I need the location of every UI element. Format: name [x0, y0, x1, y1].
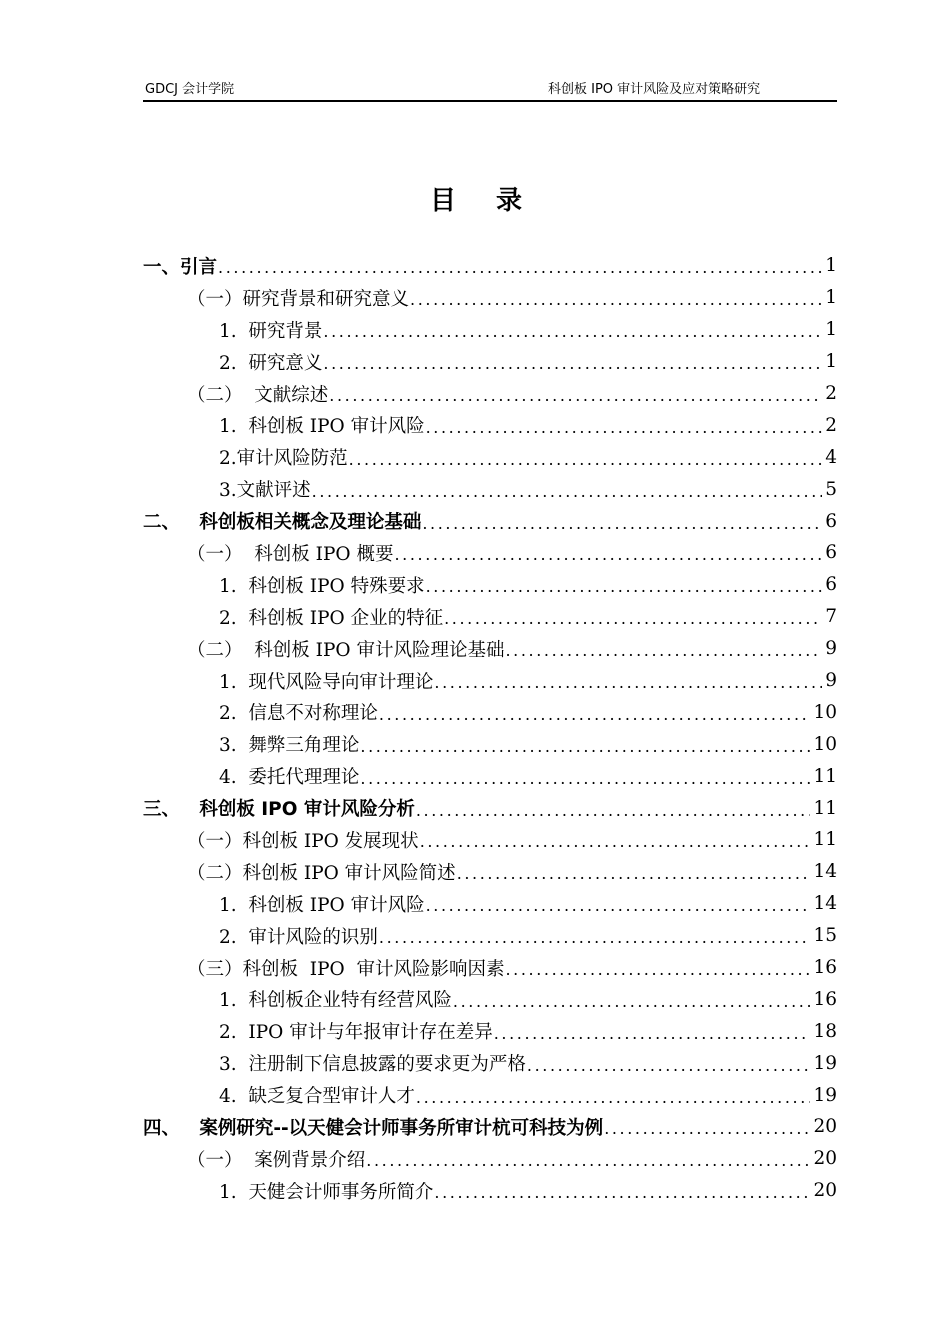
toc-dot-leader — [494, 1024, 811, 1043]
toc-dot-leader — [416, 801, 811, 820]
toc-entry-title: （二）科创板 IPO 审计风险简述 — [187, 862, 456, 884]
toc-dot-leader — [505, 641, 822, 660]
toc-entry[interactable] — [143, 1079, 837, 1111]
toc-page-number: 6 — [825, 510, 837, 532]
toc-dot-leader — [453, 992, 811, 1011]
toc-dot-leader — [410, 290, 822, 309]
toc-dot-leader — [434, 1183, 810, 1202]
toc-entry[interactable] — [143, 824, 837, 856]
toc-dot-leader — [329, 386, 822, 405]
toc-entry-title: 1. 现代风险导向审计理论 — [219, 671, 434, 693]
toc-entry[interactable] — [143, 250, 837, 282]
toc-page-number: 16 — [813, 957, 837, 979]
toc-page-number: 15 — [813, 925, 837, 947]
toc-entry-title: 2.审计风险防范 — [219, 448, 348, 470]
toc-entry[interactable] — [143, 1143, 837, 1175]
toc-page-number: 10 — [813, 733, 837, 755]
toc-entry[interactable] — [143, 537, 837, 569]
toc-page-number: 5 — [825, 478, 837, 500]
toc-entry-title: 1. 科创板 IPO 审计风险 — [219, 416, 425, 438]
toc-dot-leader — [366, 1151, 810, 1170]
header-right-text: 科创板 IPO 审计风险及应对策略研究 — [548, 82, 761, 97]
toc-entry-title: 二、 科创板相关概念及理论基础 — [143, 512, 422, 534]
toc-dot-leader — [505, 960, 810, 979]
toc-entry[interactable] — [143, 633, 837, 665]
toc-entry-title: 2. 审计风险的识别 — [219, 926, 378, 948]
toc-page-number: 20 — [813, 1180, 837, 1202]
table-of-contents — [143, 250, 837, 1207]
toc-entry-title: （一）科创板 IPO 发展现状 — [187, 830, 419, 852]
toc-entry[interactable] — [143, 792, 837, 824]
toc-dot-leader — [420, 832, 811, 851]
header-rule — [143, 100, 837, 102]
toc-entry-title: 1. 科创板 IPO 特殊要求 — [219, 575, 425, 597]
toc-page-number: 2 — [825, 414, 837, 436]
toc-page-number: 1 — [825, 255, 837, 277]
toc-entry[interactable] — [143, 696, 837, 728]
toc-dot-leader — [426, 577, 823, 596]
toc-page-number: 19 — [813, 1052, 837, 1074]
toc-entry[interactable] — [143, 1047, 837, 1079]
toc-entry[interactable] — [143, 282, 837, 314]
toc-page-number: 10 — [813, 701, 837, 723]
toc-dot-leader — [360, 769, 810, 788]
toc-entry-title: （一）研究背景和研究意义 — [187, 288, 410, 310]
toc-entry-title: （一） 科创板 IPO 概要 — [187, 543, 394, 565]
toc-page-number: 1 — [825, 287, 837, 309]
toc-page-number: 4 — [825, 446, 837, 468]
toc-entry-title: 四、 案例研究--以天健会计师事务所审计杭可科技为例 — [143, 1117, 604, 1139]
toc-entry-title: 1. 科创板企业特有经营风险 — [219, 990, 452, 1012]
toc-entry[interactable] — [143, 1111, 837, 1143]
toc-entry-title: 3. 注册制下信息披露的要求更为严格 — [219, 1054, 526, 1076]
toc-entry-title: 4. 委托代理理论 — [219, 767, 360, 789]
toc-entry[interactable] — [143, 1175, 837, 1207]
toc-entry-title: 4. 缺乏复合型审计人才 — [219, 1086, 415, 1108]
toc-entry[interactable] — [143, 728, 837, 760]
toc-entry-title: 2. 信息不对称理论 — [219, 703, 378, 725]
toc-dot-leader — [444, 609, 822, 628]
toc-page-number: 16 — [813, 988, 837, 1010]
toc-page-number: 6 — [825, 574, 837, 596]
toc-page-number: 6 — [825, 542, 837, 564]
toc-entry[interactable] — [143, 888, 837, 920]
toc-entry-title: （三）科创板 IPO 审计风险影响因素 — [187, 958, 505, 980]
toc-dot-leader — [422, 514, 822, 533]
toc-page-number: 11 — [813, 829, 837, 851]
toc-page-number: 20 — [813, 1116, 837, 1138]
toc-dot-leader — [360, 737, 810, 756]
toc-entry-title: 1. 天健会计师事务所简介 — [219, 1181, 434, 1203]
page-title: 目录 — [429, 186, 562, 216]
toc-dot-leader — [434, 673, 822, 692]
toc-entry-title: 2. 科创板 IPO 企业的特征 — [219, 607, 444, 629]
toc-page-number: 19 — [813, 1084, 837, 1106]
toc-dot-leader — [426, 418, 823, 437]
toc-entry-title: 3.文献评述 — [219, 480, 311, 502]
toc-dot-leader — [527, 1056, 811, 1075]
toc-entry[interactable] — [143, 760, 837, 792]
toc-dot-leader — [394, 545, 822, 564]
toc-entry[interactable] — [143, 983, 837, 1015]
header-left-text: GDCJ 会计学院 — [145, 82, 235, 97]
toc-entry-title: （一） 案例背景介绍 — [187, 1149, 366, 1171]
toc-entry[interactable] — [143, 952, 837, 984]
toc-entry-title: （二） 科创板 IPO 审计风险理论基础 — [187, 639, 505, 661]
toc-dot-leader — [379, 705, 811, 724]
toc-entry-title: （二） 文献综述 — [187, 384, 329, 406]
toc-entry[interactable] — [143, 505, 837, 537]
toc-page-number: 18 — [813, 1020, 837, 1042]
toc-entry-title: 1. 研究背景 — [219, 320, 323, 342]
toc-page-number: 14 — [813, 861, 837, 883]
toc-entry-title: 一、引言 — [143, 256, 218, 278]
toc-entry[interactable] — [143, 346, 837, 378]
toc-page-number: 1 — [825, 319, 837, 341]
toc-page-number: 9 — [825, 638, 837, 660]
toc-entry[interactable] — [143, 409, 837, 441]
toc-dot-leader — [379, 928, 811, 947]
toc-entry[interactable] — [143, 856, 837, 888]
toc-entry[interactable] — [143, 441, 837, 473]
toc-page-number: 20 — [813, 1148, 837, 1170]
toc-entry-title: 1. 科创板 IPO 审计风险 — [219, 894, 425, 916]
toc-dot-leader — [349, 450, 823, 469]
toc-dot-leader — [416, 1088, 811, 1107]
toc-entry[interactable] — [143, 569, 837, 601]
toc-dot-leader — [604, 1119, 810, 1138]
toc-page-number: 2 — [825, 383, 837, 404]
toc-entry-title: 2. IPO 审计与年报审计存在差异 — [219, 1022, 493, 1044]
toc-dot-leader — [323, 322, 822, 341]
toc-entry-title: 3. 舞弊三角理论 — [219, 735, 360, 757]
toc-page-number: 1 — [825, 351, 837, 373]
toc-dot-leader — [323, 354, 822, 373]
toc-entry[interactable] — [143, 601, 837, 633]
toc-entry[interactable] — [143, 920, 837, 952]
toc-entry[interactable] — [143, 1015, 837, 1047]
toc-page-number: 9 — [825, 670, 837, 692]
toc-entry[interactable] — [143, 665, 837, 697]
toc-dot-leader — [457, 864, 811, 883]
toc-dot-leader — [312, 482, 823, 501]
toc-page-number: 11 — [813, 797, 837, 819]
toc-dot-leader — [218, 258, 822, 277]
toc-entry-title: 三、 科创板 IPO 审计风险分析 — [143, 799, 415, 821]
toc-entry[interactable] — [143, 314, 837, 346]
toc-page-number: 7 — [825, 606, 837, 628]
toc-dot-leader — [426, 896, 811, 915]
toc-entry-title: 2. 研究意义 — [219, 352, 323, 374]
toc-entry[interactable] — [143, 473, 837, 505]
toc-page-number: 11 — [813, 765, 837, 787]
toc-page-number: 14 — [813, 893, 837, 915]
toc-entry[interactable] — [143, 378, 837, 410]
